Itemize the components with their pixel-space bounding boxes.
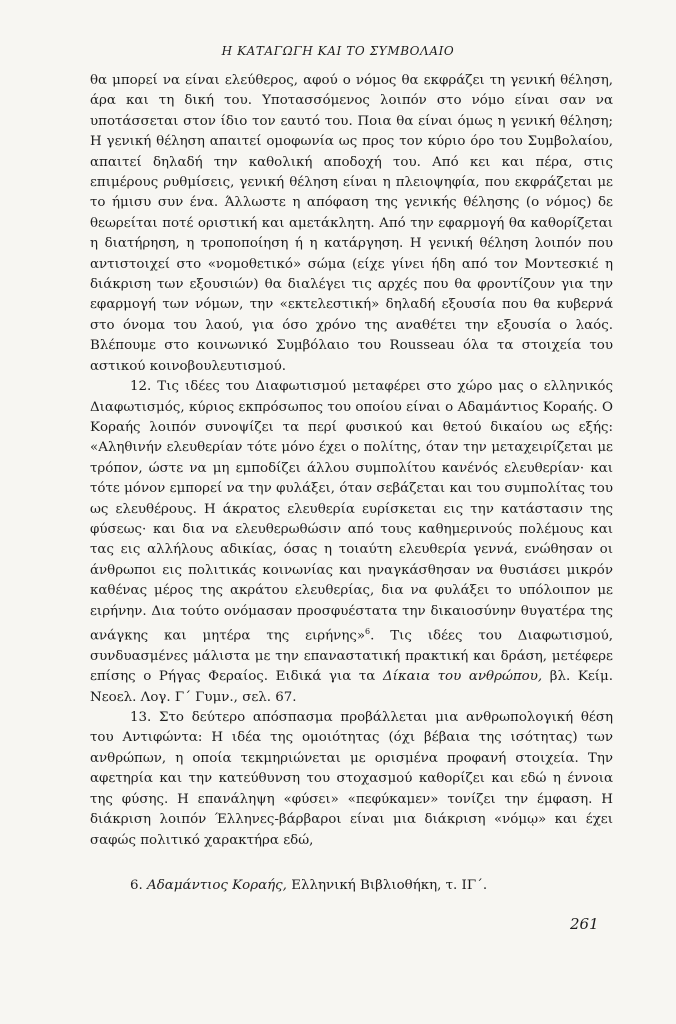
paragraph-12 <box>90 377 613 708</box>
footnote-author: Αδαμάντιος Κοραής, <box>147 878 287 893</box>
paragraph-13: 13. Στο δεύτερο απόσπασμα προβάλλεται μια ανθρωπολογική θέση του Αντιφώντα: Η ιδέα της ομοιότητας (όχι βέβαια της ισότητας) των ανθρώπων, η οποία τεκμηριώνεται με ορισμένα προφανή στοιχεία. Την αφετηρία και την κατεύθυνση του στοχασμού καθορίζει και εδώ η έννοια της φύσης. Η επανάληψη «φύσει» «πεφύκαμεν» τονίζει την έμφαση. Η διάκριση λοιπόν Έλληνες-βάρβαροι είναι μια διάκριση «νόμῳ» και έχει σαφώς πολιτικό χαρακτήρα εδώ, <box>90 710 613 848</box>
paragraph-12-end: βλ. Κείμ. Νεοελ. Λογ. Γ΄ Γυμν., σελ. 67. <box>90 669 613 705</box>
paragraph-12-text: 12. Τις ιδέες του Διαφωτισμού μεταφέρει στο χώρο μας ο ελληνικός Διαφωτισμός, κύριος εκπρόσωπος του οποίου είναι ο Αδαμάντιος Κοραής. Ο Κοραής λοιπόν συνοψίζει τα περί φυσικού και θετού δικαίου ως εξής: «Αληθινήν ελευθερίαν τότε μόνο έχει ο πολίτης, όταν την μεταχειρίζεται με τρόπον, ώστε να μη εμποδίζει άλλου συμπολίτου κανένός ελευθερίαν· και τότε μόνον εμπορεί να την φυλάξει, όταν σεβάζεται και του συμπολίτας του ως ελευθέρους. Η άκρατος ελευθερία ευρίσκεται εις την κατάστασιν της φύσεως· και δια να ελευθερωθώσιν από τους καθημερινούς πολέμους και τας εις αλλήλους αδικίας, όσας η τοιαύτη ελευθερία γεννά, ενώθησαν οι άνθρωποι εις πολιτικάς κοινωνίας και ηναγκάσθησαν να θυσιάσει μικρόν καθένας μέρος της ακράτου ελευθερίας, δια να φυλάξει το υπόλοιπον με ειρήνην. Δια τούτο ονόμασαν προσφυέστατα την δικαιοσύνην θυγατέρα της ανάγκης και μητέρα της ειρήνης» <box>90 379 613 644</box>
footnote-number: 6. <box>130 878 143 893</box>
main-text <box>90 71 613 851</box>
paragraph-1: θα μπορεί να είναι ελεύθερος, αφού ο νόμος θα εκφράζει τη γενική θέληση, άρα και τη δική του. Υποτασσόμενος λοιπόν στο νόμο είναι σαν να υποτάσσεται στον ίδιο τον εαυτό του. Ποια θα είναι όμως η γενική θέληση; Η γενική θέληση απαιτεί ομοφωνία ως προς τον κύριο όρο του Συμβολαίου, απαιτεί δηλαδή την καθολική αποδοχή του. Από κει και πέρα, στις επιμέρους ρυθμίσεις, γενική θέληση είναι η πλειοψηφία, που εκφράζεται με το ήμισυ συν ένα. Άλλωστε η απόφαση της γενικής θέλησης (ο νόμος) δε θεωρείται ποτέ οριστική και αμετάκλητη. Από την εφαρμογή θα καθορίζεται η διατήρηση, η τροποποίηση ή η κατάργηση. Η γενική θέληση λοιπόν που αντιστοιχεί στο «νομοθετικό» σώμα (είχε γίνει ήδη από τον Μοντεσκιέ η διάκριση των εξουσιών) θα διαλέγει τις αρχές που θα φροντίζουν για την εφαρμογή των νόμων, την «εκτελεστική» δηλαδή εξουσία που θα κυβερνά στο όνομα του λαού, για όσο χρόνο της αναθέτει την εξουσία ο λαός. Βλέπουμε στο κοινωνικό Συμβόλαιο του Rousseau όλα τα στοιχεία του αστικού κοινοβουλευτισμού. <box>90 73 613 374</box>
paragraph-12-continued: . Τις ιδέες του Διαφωτισμού, συνδυασμένες μάλιστα με την επαναστατική πρακτική και δράση, μετέφερε επίσης ο Ρήγας Φεραίος. Ειδικά για τα <box>90 628 613 685</box>
book-title-italic: Δίκαια του ανθρώπου, <box>382 669 543 685</box>
page-number: 261 <box>570 915 599 933</box>
footnote-ref-6: 6 <box>365 626 371 636</box>
footnote <box>90 876 613 896</box>
footnote-text: Ελληνική Βιβλιοθήκη, τ. ΙΓ΄. <box>286 878 488 893</box>
running-head: Η ΚΑΤΑΓΩΓΗ ΚΑΙ ΤΟ ΣΥΜΒΟΛΑΙΟ <box>221 44 455 58</box>
